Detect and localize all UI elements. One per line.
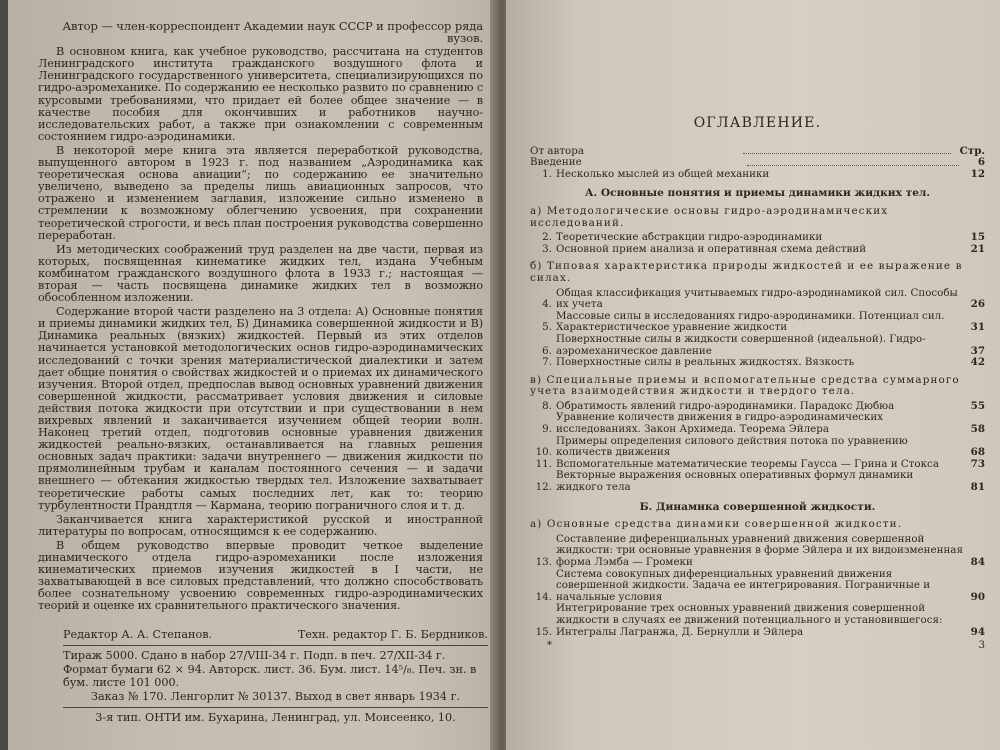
toc-entry-page: 73 — [970, 457, 985, 470]
toc-entry-number: 13. — [535, 556, 552, 568]
subsection-heading: а) Основные средства динамики совершенной жидкости. — [530, 518, 903, 531]
toc-title: ОГЛАВЛЕНИЕ. — [693, 115, 822, 131]
dot-leader — [747, 165, 960, 166]
section-b-heading: Б. Динамика совершенной жидкости. — [639, 500, 876, 513]
toc-entry-page: 55 — [970, 399, 985, 412]
imprint-line-1: Тираж 5000. Сдано в набор 27/VIII-34 г. Подп. в печ. 27/XII-34 г. Формат бумаги 62 × 94. Авторск. лист. 36. Бум. лист. 14⁵/₈. Печ. зн. в бум. листе 101 000. — [63, 649, 477, 690]
toc-entry — [530, 146, 985, 158]
toc-entry-text: Система совокупных диференциальных уравнений движения совершенной жидкости. Задача ее интегрирования. Пограничные и начальные условия — [556, 567, 931, 603]
toc-entry-text: Общая классификация учитываемых гидро-аэродинамикой сил. Способы их учета — [556, 286, 958, 311]
toc-entry-text: Уравнение количеств движения в гидро-аэродинамических исследованиях. Закон Архимеда. Теорема Эйлера — [556, 411, 884, 436]
page-col-label: Стр. — [959, 144, 985, 157]
toc-entry-number: 12. — [535, 481, 552, 494]
toc-entry-page: 81 — [970, 481, 985, 494]
toc-entry-text: Составление диференциальных уравнений движения совершенной жидкости: три основные уравнения в форме Эйлера и их видоизмененная форма Лэмба — Громеки — [556, 532, 963, 568]
toc-entry-page: 94 — [970, 625, 985, 638]
toc-entry-page: 21 — [970, 242, 985, 255]
toc-entry-text: Примеры определения силового действия потока по уравнению количеств движения — [556, 434, 908, 459]
toc-entry — [530, 334, 985, 357]
toc-entry-number: 6. — [542, 344, 552, 357]
page-number: 3 — [978, 639, 985, 652]
toc-entry — [530, 534, 985, 569]
toc-entry-number: 9. — [542, 423, 552, 436]
toc-entry-text: От автора — [530, 144, 584, 157]
toc-entry-text: Векторные выражения основных оперативных формул динамики жидкого тела — [556, 469, 914, 494]
toc-entry-page: 58 — [970, 423, 985, 436]
imprint-divider — [63, 707, 488, 708]
toc-entry — [530, 232, 985, 244]
author-note: Автор — член-корреспондент Академии наук СССР и профессор ряда вузов. — [62, 19, 483, 46]
toc-entry-page: 42 — [970, 356, 985, 369]
toc-entry-number: 15. — [535, 625, 552, 638]
toc-entry-page: 90 — [970, 590, 985, 603]
toc-entry-text: Несколько мыслей из общей механики — [556, 167, 770, 180]
toc-entry — [530, 436, 985, 459]
toc-entry — [530, 288, 985, 311]
toc-entry-text: Теоретические абстракции гидро-аэродинамики — [556, 231, 823, 244]
toc-entry-number: 5. — [542, 321, 552, 334]
toc-entry — [530, 470, 985, 493]
toc-entry — [530, 569, 985, 604]
subsection-heading: в) Специальные приемы и вспомогательные средства суммарного учета взаимодействия жидкости и твердого тела. — [530, 373, 960, 398]
toc-entry-page: 84 — [970, 556, 985, 568]
preface-paragraph: Содержание второй части разделено на 3 отдела: А) Основные понятия и приемы динамики жидких тел, Б) Динамика совершенной жидкости и В) Динамика реальных (вязких) жидкостей. Первый из этих отделов начинается установкой методологических основ гидро-аэродинамических исследований с точки зрения материалистической диалектики и затем дает общие понятия о свойствах жидкостей и о приемах их динамического изучения. Второй отдел, предпослав вывод основных уравнений движения совершенной жидкости, рассматривает условия движения и силовые действия потока жидкости при отсутствии и при существовании в нем вихревых явлений и заканчивается изучением общей теории волн. Наконец третий отдел, подготовив основные уравнения движения жидкостей реально-вязких, останавливается на главных решения основных задач практики: задачи внутреннего — движения жидкости по прямолинейным трубам и каналам постоянного сечения — и задачи внешнего — обтекания жидкостью твердых тел. Изложение захватывает теоретические работы самых последних лет, как то: теорию турбулентности Прандтля — Кармана, теорию пограничного слоя и т. д. — [38, 305, 483, 512]
toc-entry-page: 15 — [970, 231, 985, 244]
toc-entry-number: 10. — [535, 446, 552, 459]
toc-entry — [530, 412, 985, 435]
subsection-heading: а) Методологические основы гидро-аэродинамических исследований. — [530, 204, 889, 229]
toc-entry-text: Поверхностные силы в реальных жидкостях. Вязкость — [556, 356, 855, 369]
toc-entry-number: 2. — [542, 231, 552, 244]
toc-entry-text: Вспомогательные математические теоремы Гаусса — Грина и Стокса — [556, 457, 939, 470]
imprint-block — [63, 628, 488, 724]
toc-entry-number: 8. — [542, 399, 552, 412]
imprint-line-3: 3-я тип. ОНТИ им. Бухарина, Ленинград, ул. Моисеенко, 10. — [95, 711, 456, 725]
preface-paragraph: Заканчивается книга характеристикой русской и иностранной литературы по вопросам, относящимся к ее содержанию. — [38, 512, 483, 538]
toc-entry-page: 68 — [970, 446, 985, 459]
preface-text — [38, 20, 483, 615]
toc-entry-number: 11. — [535, 457, 552, 470]
footer-mark: * — [546, 639, 552, 652]
toc-entry-page: 26 — [970, 298, 985, 311]
toc-entry-page: 31 — [970, 321, 985, 334]
toc-entry-text: Основной прием анализа и оперативная схема действий — [556, 242, 867, 255]
table-of-contents — [530, 115, 985, 652]
editor-name: Редактор А. А. Степанов. — [63, 628, 213, 641]
toc-entry-number: 14. — [535, 590, 552, 603]
toc-entry — [530, 169, 985, 181]
tech-editor-name: Техн. редактор Г. Б. Бердников. — [297, 628, 488, 641]
toc-entry-page: 6 — [977, 156, 985, 169]
toc-entry-page: 37 — [970, 344, 985, 357]
toc-entry-text: Обратимость явлений гидро-аэродинамики. Парадокс Дюбюа — [556, 399, 895, 412]
imprint-divider — [63, 645, 488, 646]
preface-paragraph: Из методических соображений труд разделен на две части, первая из которых, посвященная кинематике жидких тел, издана Учебным комбинатом гражданского воздушного флота в 1933 г.; настоящая — вторая — часть посвящена динамике жидких тел в возможно обособленном изложении. — [38, 242, 483, 305]
toc-entry-text: Поверхностные силы в жидкости совершенной (идеальной). Гидро-аэромеханическое давление — [556, 332, 926, 357]
toc-entry — [530, 244, 985, 256]
preface-paragraph: В основном книга, как учебное руководство, рассчитана на студентов Ленинградского института гражданского воздушного флота и Ленинградского государственного университета, специализирующихся по гидро-аэромеханике. По содержанию ее несколько развито по сравнению с курсовыми требованиями, что придает ей более общее значение — в качестве пособия для окончивших и работников научно-исследовательских работ, а также при ознакомлении с современным состоянием гидро-аэродинамики. — [38, 45, 483, 143]
toc-entry-text: Интегрирование трех основных уравнений движения совершенной жидкости в случаях ее движений потенциального и установившегося: Интегралы Лагранжа, Д. Бернулли и Эйлера — [556, 602, 943, 638]
editors-line — [63, 628, 488, 641]
toc-entry-number: 4. — [542, 298, 552, 311]
toc-entry-number: 3. — [542, 242, 552, 255]
toc-entry-text: Введение — [530, 156, 582, 169]
toc-entry — [530, 311, 985, 334]
toc-entry-number: 1. — [542, 167, 552, 180]
left-page — [8, 0, 498, 750]
subsection-heading: б) Типовая характеристика природы жидкостей и ее выражение в силах. — [530, 260, 963, 284]
toc-entry-page: 12 — [970, 167, 985, 180]
preface-paragraph: В общем руководство впервые проводит четкое выделение динамического отдела гидро-аэромеханики после изложения кинематических приемов изучения жидкостей в I части, не захватывающей в все силовых представлений, что должно способствовать более сознательному усвоению современных гидро-аэродинамических теорий и оценке их сравнительного практического значения. — [38, 538, 483, 613]
imprint-line-2: Заказ № 170. Ленгорлит № 30137. Выход в свет январь 1934 г. — [90, 689, 461, 703]
preface-paragraph: В некоторой мере книга эта является переработкой руководства, выпущенного автором в 1923 г. под названием „Аэродинамика как теоретическая основа авиации“; по содержанию ее значительно увеличено, выведено за пределы лишь авиационных запросов, что отражено и изменением заглавия, изложение сильно изменено в стремлении к возможному облегчению усвоения, при сохранении теоретической строгости, и весь план построения руководства совершенно переработан. — [38, 143, 483, 242]
toc-entry-text: Массовые силы в исследованиях гидро-аэродинамики. Потенциал сил. Характеристическое уравнение жидкости — [556, 309, 945, 334]
section-a-heading: А. Основные понятия и приемы динамики жидких тел. — [584, 187, 931, 200]
toc-entry-number: 7. — [542, 356, 552, 369]
toc-entry — [530, 357, 985, 369]
dot-leader — [743, 153, 952, 154]
toc-footer — [530, 640, 985, 652]
toc-entry — [530, 603, 985, 638]
